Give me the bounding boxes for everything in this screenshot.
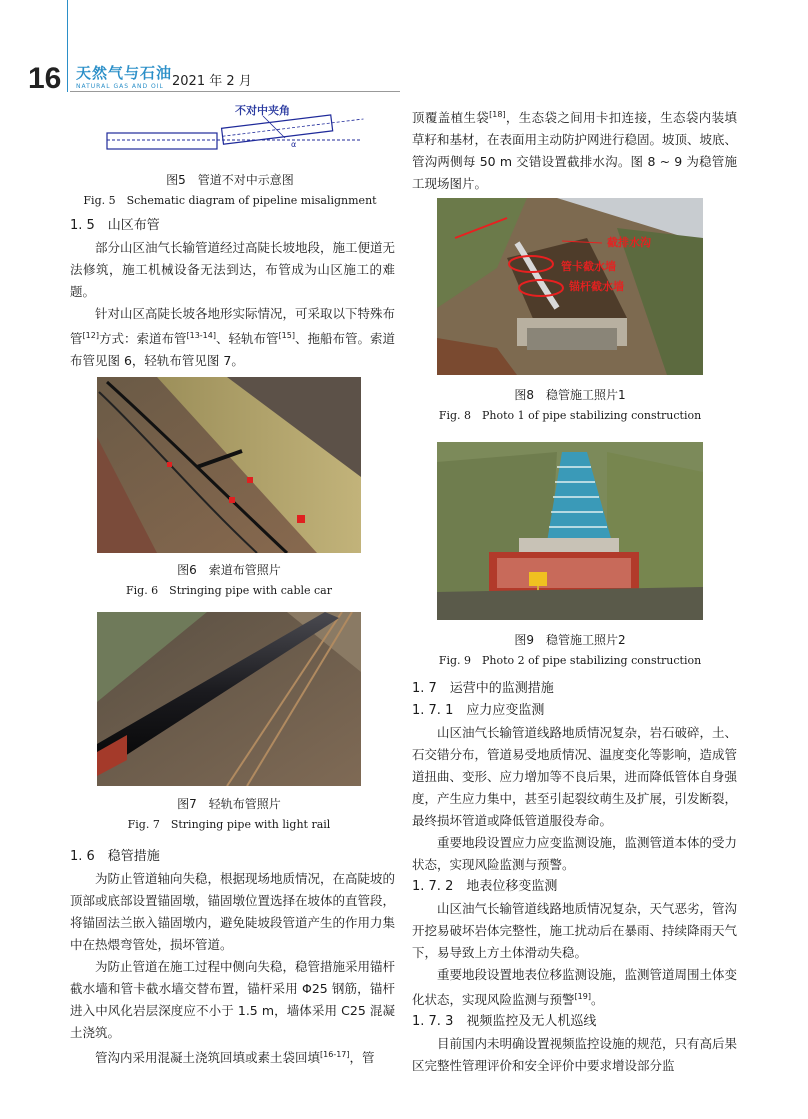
fig8-label: 锚杆截水墙 [569, 280, 624, 293]
paragraph: 为防止管道轴向失稳，根据现场地质情况，在高陡坡的顶部或底部设置锚固墩，锚固墩位置选择在坡体的直管段，将锚固法兰嵌入锚固墩内，避免陡坡段管道产生的作用力集中在热煨弯管处，损坏管道。 [70, 871, 396, 952]
fig5-caption-en: Fig. 5 Schematic diagram of pipeline misalignment [83, 194, 377, 207]
fig6-photo [97, 377, 361, 553]
subsection-heading: 1. 7. 1 应力应变监测 [412, 703, 545, 718]
fig8-caption-cn: 图8 稳管施工照片1 [514, 388, 626, 402]
fig9-photo [437, 442, 703, 620]
fig8-photo [437, 198, 703, 375]
fig8-caption-en: Fig. 8 Photo 1 of pipe stabilizing construction [438, 409, 702, 422]
header-divider [67, 0, 68, 92]
fig7-caption-en: Fig. 7 Stringing pipe with light rail [127, 818, 331, 831]
section-heading: 1. 6 稳管措施 [70, 849, 160, 864]
section-heading: 1. 5 山区布管 [70, 218, 160, 233]
subsection-heading: 1. 7. 2 地表位移变监测 [412, 879, 558, 894]
paragraph: 顶覆盖植生袋[18]，生态袋之间用卡扣连接，生态袋内装填草籽和基材，在表面用主动防护网进行稳固。坡顶、坡底、管沟两侧每 50 m 交错设置截排水沟。图 8 ~ 9 为稳管施工现场图片。 [412, 110, 738, 192]
fig6-caption-cn: 图6 索道布管照片 [177, 563, 281, 577]
fig5-angle-label: α [291, 140, 297, 149]
section-heading: 1. 7 运营中的监测措施 [412, 681, 554, 696]
paragraph: 管沟内采用混凝土浇筑回填或素土袋回填[16-17]，管 [95, 1050, 375, 1066]
paragraph: 重要地段设置地表位移监测设施，监测管道周围土体变化状态，实现风险监测与预警[19]。 [412, 967, 738, 1008]
section-1-7 [412, 678, 737, 1077]
journal-title: 天然气与石油 [76, 64, 173, 82]
right-intro [412, 104, 737, 195]
section-1-5 [70, 215, 395, 372]
issue-date: 2021 年 2 月 [172, 74, 252, 89]
paragraph: 部分山区油气长输管道经过高陡长坡地段，施工便道无法修筑，施工机械设备无法到达，布管成为山区施工的难题。 [70, 240, 396, 299]
fig7-photo [97, 612, 361, 786]
paragraph: 目前国内未明确设置视频监控设施的规范，只有高后果区完整性管理评价和安全评价中要求增设部分监 [412, 1036, 738, 1074]
paragraph: 山区油气长输管道线路地质情况复杂，岩石破碎，土、石交错分布，管道易受地质情况、温度变化等影响，造成管道扭曲、变形、应力增加等不良后果，进而降低管体自身强度，产生应力集中，甚至引起裂纹萌生及扩展，引发断裂，最终损坏管道或降低管道服役寿命。 [412, 725, 738, 828]
journal-title-en: NATURAL GAS AND OIL [76, 83, 164, 90]
fig5-caption-cn: 图5 管道不对中示意图 [166, 173, 294, 187]
page-number: 16 [28, 62, 62, 95]
fig8-label: 截排水沟 [607, 236, 651, 249]
paragraph: 山区油气长输管道线路地质情况复杂，天气恶劣，管沟开挖易破坏岩体完整性，施工扰动后在暴雨、持续降雨天气下，易导致上方土体滑动失稳。 [412, 901, 738, 960]
fig9-caption-cn: 图9 稳管施工照片2 [514, 633, 626, 647]
fig5-diagram [95, 100, 365, 162]
fig8-label: 管卡截水墙 [561, 260, 616, 273]
fig9-caption-en: Fig. 9 Photo 2 of pipe stabilizing construction [438, 654, 702, 667]
header-rule [70, 91, 400, 92]
paragraph: 针对山区高陡长坡各地形实际情况，可采取以下特殊布管[12]方式：索道布管[13-14]、轻轨布管[15]、拖船布管。索道布管见图 6，轻轨布管见图 7。 [70, 306, 396, 369]
section-1-6 [70, 846, 395, 1069]
paragraph: 重要地段设置应力应变监测设施，监测管道本体的受力状态，实现风险监测与预警。 [412, 835, 738, 872]
fig7-caption-cn: 图7 轻轨布管照片 [177, 797, 281, 811]
fig5-label: 不对中夹角 [235, 104, 290, 117]
subsection-heading: 1. 7. 3 视频监控及无人机巡线 [412, 1014, 597, 1030]
fig6-caption-en: Fig. 6 Stringing pipe with cable car [126, 584, 332, 597]
paragraph: 为防止管道在施工过程中侧向失稳，稳管措施采用锚杆截水墙和管卡截水墙交替布置，锚杆采用 Φ25 钢筋，锚杆进入中风化岩层深度应不小于 1.5 m，墙体采用 C25 混凝土浇筑。 [70, 959, 396, 1040]
